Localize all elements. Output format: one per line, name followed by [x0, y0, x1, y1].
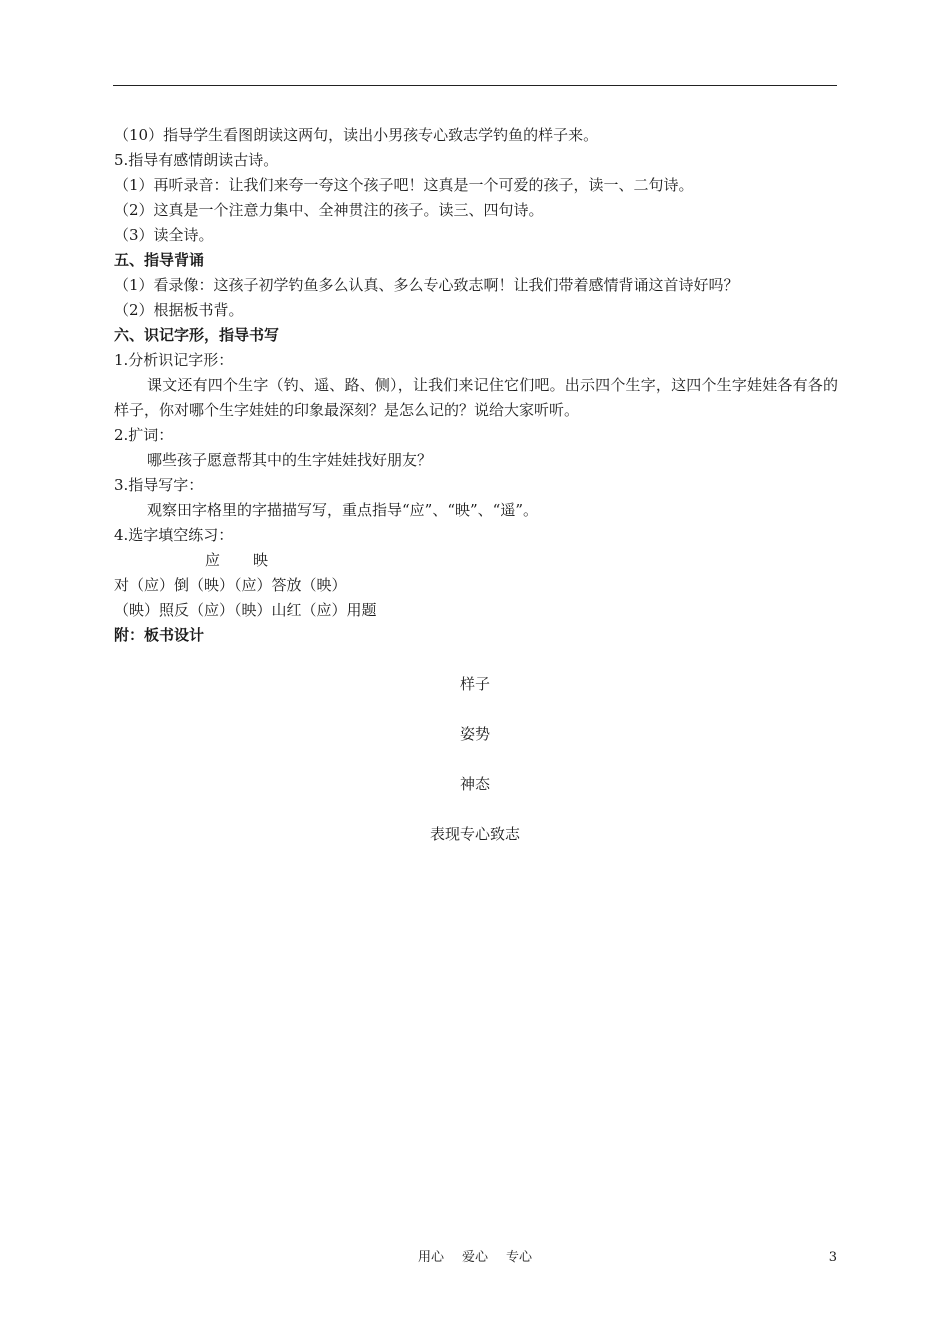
footer-word: 专心: [506, 1250, 533, 1265]
text-line: 哪些孩子愿意帮其中的生字娃娃找好朋友？: [147, 451, 433, 469]
footer-motto: [113, 1249, 837, 1267]
choice-char: 映: [253, 551, 269, 569]
section-step: 3.指导写字：: [114, 476, 204, 494]
section-step: 2.扩词：: [114, 426, 174, 444]
section-heading: 六、识记字形，指导书写: [114, 326, 280, 344]
section-heading: 五、指导背诵: [114, 251, 205, 269]
choice-char: 应: [205, 551, 221, 569]
footer-word: 用心: [417, 1250, 444, 1265]
text-line: 观察田字格里的字描描写写，重点指导“应”、“映”、“遥”。: [147, 501, 539, 519]
footer-word: 爱心: [461, 1250, 488, 1265]
section-step: 5.指导有感情朗读古诗。: [114, 151, 279, 169]
appendix-title: 附：板书设计: [114, 626, 205, 644]
text-line: （2）根据板书背。: [114, 301, 244, 319]
header-rule: [113, 85, 837, 86]
board-item: 样子: [459, 675, 490, 693]
fill-line: 对（应）倒（映）（应）答放（映）: [114, 576, 347, 594]
text-line: （2）这真是一个注意力集中、全神贯注的孩子。读三、四句诗。: [114, 201, 544, 219]
text-line: （10）指导学生看图朗读这两句，读出小男孩专心致志学钓鱼的样子来。: [114, 126, 599, 144]
text-line: （3）读全诗。: [114, 226, 214, 244]
fill-line: （映）照反（应）（映）山红（应）用题: [114, 601, 377, 619]
board-item: 姿势: [459, 725, 490, 743]
board-item: 表现专心致志: [429, 825, 520, 843]
board-item: 神态: [459, 775, 490, 793]
choice-characters: [114, 548, 838, 573]
text-line: （1）看录像：这孩子初学钓鱼多么认真、多么专心致志啊！让我们带着感情背诵这首诗好吗？: [114, 276, 739, 294]
section-step: 1.分析识记字形：: [114, 351, 234, 369]
paragraph: 课文还有四个生字（钓、遥、路、侧），让我们来记住它们吧。出示四个生字，这四个生字娃娃各有各的样子，你对哪个生字娃娃的印象最深刻？是怎么记的？说给大家听听。: [114, 376, 838, 419]
text-line: （1）再听录音：让我们来夸一夸这个孩子吧！这真是一个可爱的孩子，读一、二句诗。: [114, 176, 694, 194]
page-number: 3: [828, 1250, 837, 1265]
section-step: 4.选字填空练习：: [114, 526, 234, 544]
document-body: [114, 123, 838, 648]
